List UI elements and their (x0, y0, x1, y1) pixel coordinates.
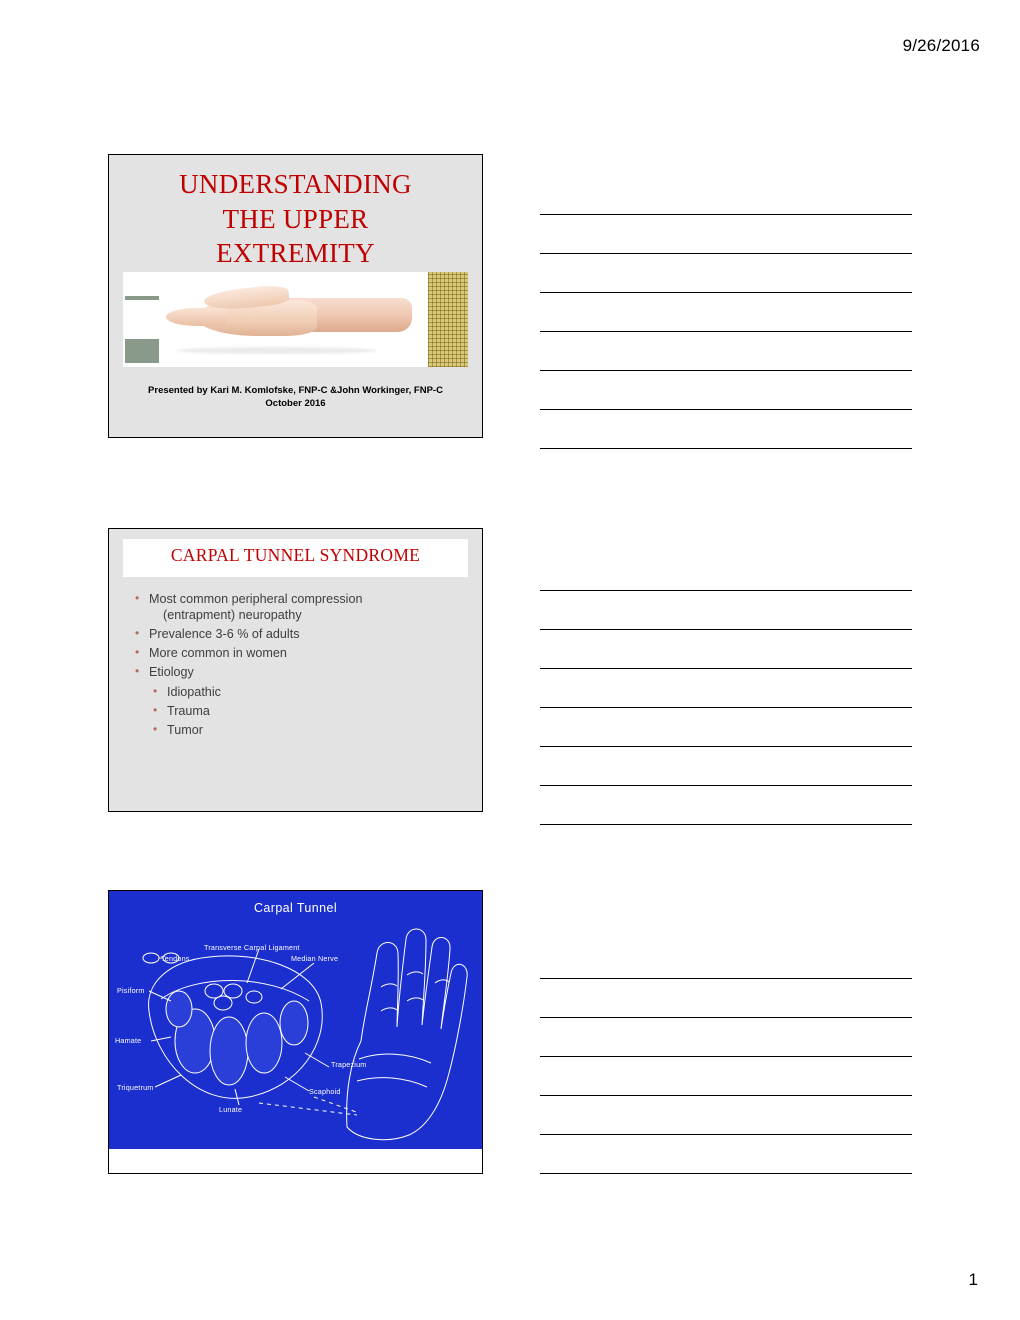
slide-2-title: CARPAL TUNNEL SYNDROME (170, 545, 421, 565)
diagram-label-tendons: Tendons (161, 954, 190, 963)
note-line (540, 371, 912, 410)
note-line (540, 708, 912, 747)
fingers-shape (166, 308, 226, 326)
slide-1-title-line-3: EXTREMITY (216, 238, 375, 269)
note-line (540, 786, 912, 825)
diagram-label-scaphoid: Scaphoid (309, 1087, 341, 1096)
slide-1-title (109, 167, 482, 271)
slide-1-title-line-2: THE UPPER (222, 203, 369, 234)
note-line (540, 630, 912, 669)
note-line (540, 215, 912, 254)
hand-photo (123, 272, 468, 367)
diagram-label-hamate: Hamate (115, 1036, 142, 1045)
diagram-label-lunate: Lunate (219, 1105, 243, 1114)
note-line (540, 332, 912, 371)
note-line (540, 1135, 912, 1174)
bullet-text: Tumor (167, 722, 203, 737)
bullet-text: Prevalence 3-6 % of adults (149, 627, 300, 642)
note-line (540, 176, 912, 215)
note-line (540, 552, 912, 591)
presenter-names: Presented by Kari M. Komlofske, FNP-C &John Workinger, FNP-C (148, 385, 443, 396)
note-line (540, 410, 912, 449)
page-date: 9/26/2016 (902, 36, 980, 55)
slide-2-bullet-list (133, 591, 466, 741)
hand-illustration (161, 282, 412, 358)
note-line (540, 293, 912, 332)
page-number: 1 (968, 1270, 978, 1289)
slide-3-content (109, 891, 482, 1173)
slide-thumbnail-title (108, 154, 483, 438)
basket-weave-pattern (428, 272, 468, 367)
diagram-label-transverse-carpal-ligament: Transverse Carpal Ligament (204, 943, 300, 952)
decorative-square (125, 339, 159, 363)
decorative-rule (125, 296, 159, 300)
diagram-caption: Carpal Tunnel (253, 901, 338, 915)
note-line (540, 591, 912, 630)
list-item (133, 684, 466, 700)
hand-shadow (176, 347, 377, 354)
carpal-tunnel-diagram (109, 891, 482, 1149)
note-line (540, 979, 912, 1018)
slide-1-credit (127, 385, 464, 411)
note-line (540, 940, 912, 979)
bullet-text: Idiopathic (167, 684, 221, 699)
notes-lines-slide-2 (540, 552, 912, 825)
list-item (133, 626, 466, 642)
slide-2-content (109, 529, 482, 811)
list-item (133, 664, 466, 680)
diagram-label-pisiform: Pisiform (117, 986, 145, 995)
diagram-label-triquetrum: Triquetrum (117, 1083, 154, 1092)
note-line (540, 669, 912, 708)
slide-1-content (109, 155, 482, 437)
diagram-label-median-nerve: Median Nerve (291, 954, 339, 963)
slide-thumbnail-carpal-tunnel-anatomy (108, 890, 483, 1174)
note-line (540, 747, 912, 786)
carpal-tunnel-svg (109, 891, 482, 1149)
note-line (540, 1096, 912, 1135)
list-item (133, 591, 466, 623)
list-item (133, 722, 466, 738)
presentation-date: October 2016 (265, 397, 326, 409)
bullet-text: Etiology (149, 665, 194, 680)
diagram-label-trapezium: Trapezium (331, 1060, 367, 1069)
bullet-text: Trauma (167, 703, 210, 718)
note-line (540, 1057, 912, 1096)
list-item (133, 645, 466, 661)
slide-thumbnail-carpal-tunnel-syndrome (108, 528, 483, 812)
list-item (133, 703, 466, 719)
slide-1-title-line-1: UNDERSTANDING (179, 169, 412, 199)
note-line (540, 254, 912, 293)
bullet-text-continuation: (entrapment) neuropathy (163, 608, 302, 623)
notes-lines-slide-3 (540, 940, 912, 1174)
bullet-text: Most common peripheral compression (149, 592, 363, 606)
notes-lines-slide-1 (540, 176, 912, 449)
bullet-text: More common in women (149, 646, 287, 661)
note-line (540, 1018, 912, 1057)
